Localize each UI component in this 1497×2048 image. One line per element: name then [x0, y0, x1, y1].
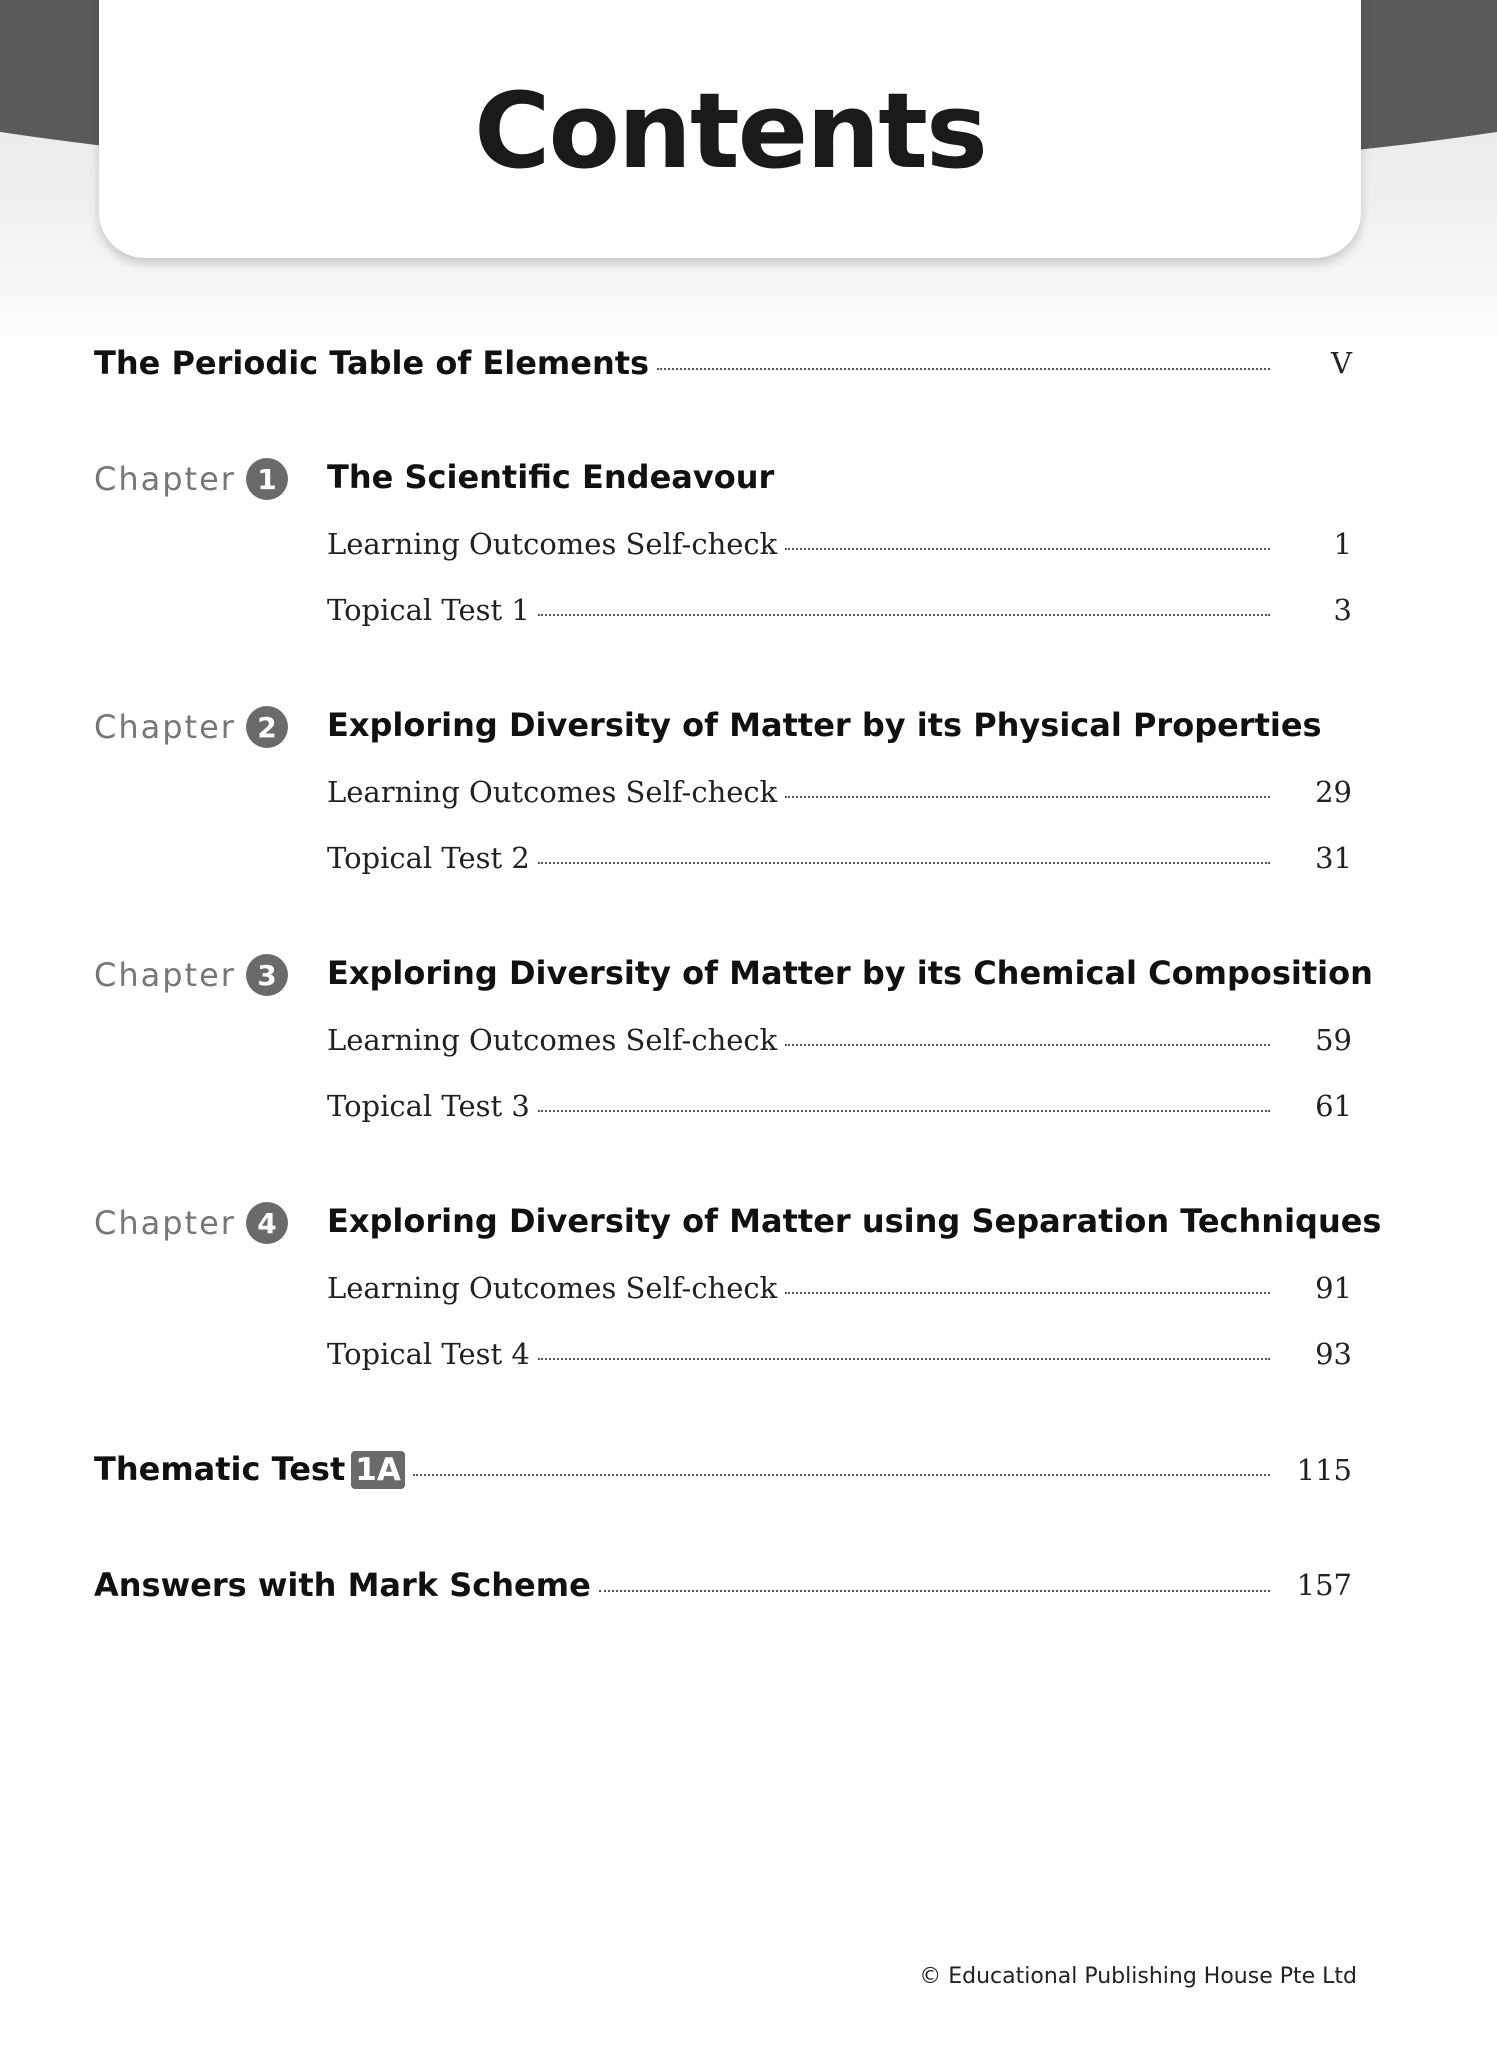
title-card — [99, 0, 1361, 258]
chapter-label-1 — [94, 458, 288, 500]
toc-entry-answers[interactable] — [94, 1566, 1278, 1604]
toc-entry-periodic-table[interactable] — [94, 344, 1278, 382]
dot-leader — [657, 368, 1270, 370]
dot-leader — [785, 796, 1270, 798]
toc-entry-ch4-topical-test[interactable] — [327, 1337, 1278, 1371]
chapter-word: Chapter — [94, 708, 236, 746]
chapter-label-2 — [94, 706, 288, 748]
toc-entry-label: Learning Outcomes Self-check — [327, 527, 778, 561]
chapter-word: Chapter — [94, 956, 236, 994]
toc-entry-ch2-topical-test[interactable] — [327, 841, 1278, 875]
page-number: 29 — [1315, 775, 1352, 809]
chapter-number-badge: 1 — [246, 458, 288, 500]
chapter-title-2[interactable]: Exploring Diversity of Matter by its Physical Properties — [327, 706, 1322, 744]
dot-leader — [538, 614, 1270, 616]
toc-entry-ch4-self-check[interactable] — [327, 1271, 1278, 1305]
toc-entry-label: Topical Test 1 — [327, 593, 530, 627]
dot-leader — [538, 1358, 1270, 1360]
page-number: 91 — [1315, 1271, 1352, 1305]
page-title: Contents — [474, 70, 986, 192]
page-number: 157 — [1296, 1568, 1352, 1602]
dot-leader — [538, 862, 1270, 864]
chapter-title-1[interactable]: The Scientific Endeavour — [327, 458, 775, 496]
toc-entry-ch1-self-check[interactable] — [327, 527, 1278, 561]
chapter-number-badge: 4 — [246, 1202, 288, 1244]
toc-entry-label: The Periodic Table of Elements — [94, 344, 650, 382]
dot-leader — [785, 1292, 1270, 1294]
copyright-footer: © Educational Publishing House Pte Ltd — [919, 1964, 1357, 1989]
chapter-word: Chapter — [94, 460, 236, 498]
page-number: 93 — [1315, 1337, 1352, 1371]
toc-entry-label: Learning Outcomes Self-check — [327, 775, 778, 809]
chapter-label-3 — [94, 954, 288, 996]
dot-leader — [599, 1590, 1270, 1592]
toc-entry-thematic-test[interactable] — [94, 1450, 1278, 1489]
toc-entry-ch1-topical-test[interactable] — [327, 593, 1278, 627]
dot-leader — [785, 548, 1270, 550]
page-number: V — [1331, 346, 1352, 380]
dot-leader — [413, 1474, 1270, 1476]
chapter-number-badge: 3 — [246, 954, 288, 996]
dot-leader — [538, 1110, 1270, 1112]
toc-entry-label: Topical Test 2 — [327, 841, 530, 875]
toc-entry-ch2-self-check[interactable] — [327, 775, 1278, 809]
toc-entry-label: Topical Test 3 — [327, 1089, 530, 1123]
chapter-title-4[interactable]: Exploring Diversity of Matter using Separation Techniques — [327, 1202, 1382, 1240]
toc-entry-ch3-topical-test[interactable] — [327, 1089, 1278, 1123]
page-number: 3 — [1333, 593, 1352, 627]
thematic-test-badge: 1A — [351, 1451, 405, 1489]
toc-entry-label: Thematic Test — [94, 1450, 346, 1488]
chapter-title-3[interactable]: Exploring Diversity of Matter by its Chemical Composition — [327, 954, 1373, 992]
toc-entry-label: Learning Outcomes Self-check — [327, 1023, 778, 1057]
toc-entry-ch3-self-check[interactable] — [327, 1023, 1278, 1057]
page-number: 61 — [1315, 1089, 1352, 1123]
dot-leader — [785, 1044, 1270, 1046]
toc-entry-label: Answers with Mark Scheme — [94, 1566, 591, 1604]
page-number: 31 — [1315, 841, 1352, 875]
page-number: 59 — [1315, 1023, 1352, 1057]
chapter-label-4 — [94, 1202, 288, 1244]
page-number: 1 — [1333, 527, 1352, 561]
toc-entry-label: Topical Test 4 — [327, 1337, 530, 1371]
page-number: 115 — [1296, 1453, 1352, 1487]
chapter-number-badge: 2 — [246, 706, 288, 748]
toc-entry-label: Learning Outcomes Self-check — [327, 1271, 778, 1305]
chapter-word: Chapter — [94, 1204, 236, 1242]
